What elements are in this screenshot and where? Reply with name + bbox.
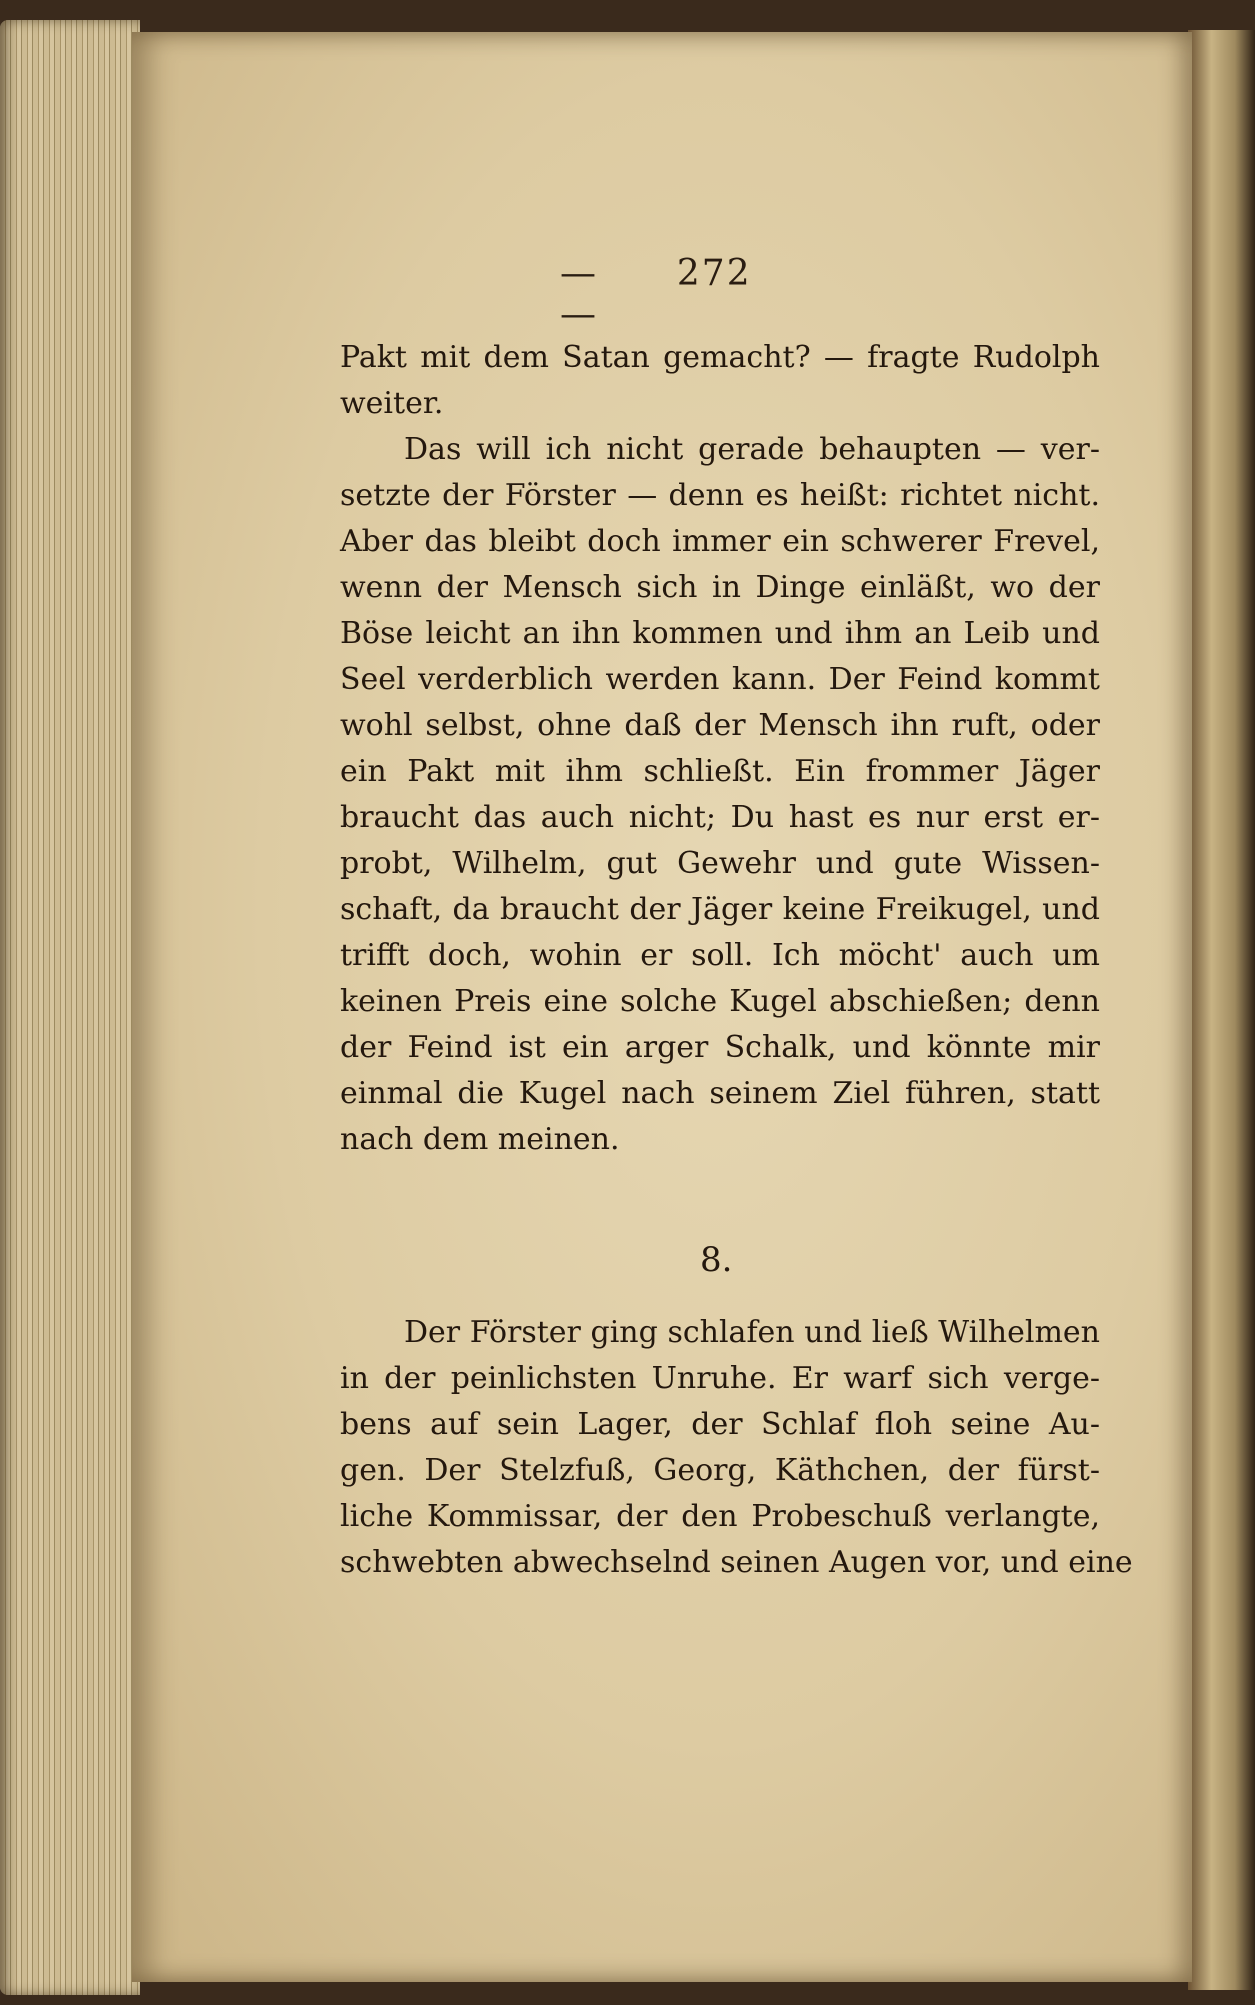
text-line: schaft, da braucht der Jäger keine Freikugel, und: [340, 892, 1100, 927]
page-header: [560, 253, 860, 335]
text-line: Das will ich nicht gerade behaupten — ver-: [404, 432, 1100, 467]
text-line: Der Förster ging schlafen und ließ Wilhelmen: [404, 1315, 1100, 1350]
text-line: Aber das bleibt doch immer ein schwerer Frevel,: [340, 524, 1100, 559]
text-line: setzte der Förster — denn es heißt: richtet nicht.: [340, 478, 1100, 513]
text-line: wohl selbst, ohne daß der Mensch ihn ruft, oder: [340, 708, 1100, 743]
text-line: braucht das auch nicht; Du hast es nur erst er-: [340, 800, 1100, 835]
body-text-bottom: [340, 1310, 1133, 1586]
text-line: gen. Der Stelzfuß, Georg, Käthchen, der fürst-: [340, 1453, 1100, 1488]
text-line: Pakt mit dem Satan gemacht? — fragte Rudolph: [340, 340, 1100, 375]
page-number: 272: [676, 253, 752, 294]
text-line: einmal die Kugel nach seinem Ziel führen, statt: [340, 1076, 1100, 1111]
text-line: trifft doch, wohin er soll. Ich möcht' auch um: [340, 938, 1100, 973]
text-line: bens auf sein Lager, der Schlaf floh seine Au-: [340, 1407, 1100, 1442]
header-dash-left: —: [560, 253, 598, 294]
text-line: nach dem meinen.: [340, 1122, 620, 1157]
text-line: keinen Preis eine solche Kugel abschießen; denn: [340, 984, 1100, 1019]
text-line: liche Kommissar, der den Probeschuß verlangte,: [340, 1499, 1100, 1534]
book-binding-edge: [1188, 30, 1255, 1990]
text-line: Seel verderblich werden kann. Der Feind kommt: [340, 662, 1100, 697]
header-dash-right: —: [560, 294, 598, 335]
text-line: Böse leicht an ihn kommen und ihm an Leib und: [340, 616, 1100, 651]
section-number: 8.: [700, 1240, 733, 1280]
text-line: ein Pakt mit ihm schließt. Ein frommer Jäger: [340, 754, 1100, 789]
text-line: wenn der Mensch sich in Dinge einläßt, wo der: [340, 570, 1100, 605]
text-line: probt, Wilhelm, gut Gewehr und gute Wissen-: [340, 846, 1100, 881]
text-line: in der peinlichsten Unruhe. Er warf sich verge-: [340, 1361, 1100, 1396]
text-line: der Feind ist ein arger Schalk, und könnte mir: [340, 1030, 1100, 1065]
body-text-top: [340, 335, 1100, 1163]
text-line: schwebten abwechselnd seinen Augen vor, und eine: [340, 1545, 1133, 1580]
text-line: weiter.: [340, 386, 444, 421]
stacked-page-edges: [0, 20, 140, 1995]
